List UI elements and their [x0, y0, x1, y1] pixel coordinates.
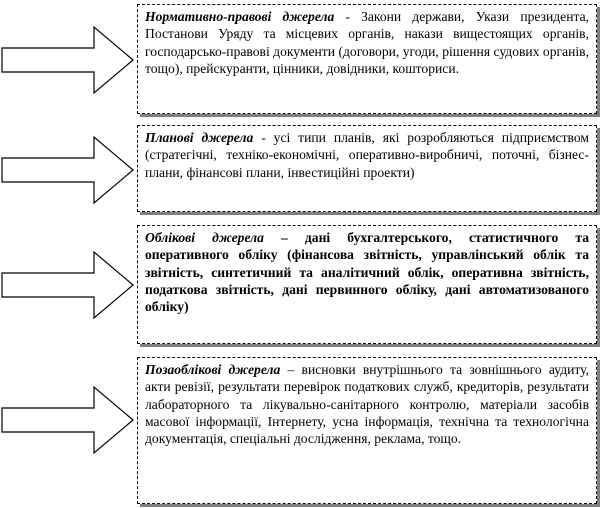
source-box-planning	[137, 125, 597, 212]
source-description: - Закони держави, Укази президента, Постанови Уряду та місцевих органів, накази вищестоящих органів, господарсько-правові документи (договори, угоди, рішення судових органів, тощо), прейскуранти, цінники, довідники, кошториси.	[145, 9, 590, 76]
right-arrow-icon	[0, 385, 137, 455]
source-term: Нормативно-правові джерела	[145, 9, 335, 24]
right-arrow-icon	[0, 250, 137, 320]
source-box-accounting	[137, 225, 597, 344]
source-term: Планові джерела	[145, 130, 254, 145]
right-arrow-icon	[0, 25, 137, 95]
source-term: Позаоблікові джерела	[145, 362, 281, 377]
source-box-normative	[137, 4, 597, 114]
source-term: Облікові джерела	[145, 230, 264, 245]
source-description: – висновки внутрішнього та зовнішнього аудиту, акти ревізії, результати перевірок податкових служб, кредиторів, результати лабораторного та лікувально-санітарного контролю, матеріали засобів масової інформації, Інтернету, усна інформація, технічна та технологічна документація, спеціальні дослідження, реклама, тощо.	[145, 362, 589, 447]
source-description: - усі типи планів, які розробляються підприємством (стратегічні, техніко-економічні, оперативно-виробничі, поточні, бізнес-плани, фінансові плани, інвестиційні проекти)	[145, 130, 589, 180]
right-arrow-icon	[0, 135, 137, 205]
source-box-non-accounting	[137, 357, 597, 504]
source-description: – дані бухгалтерського, статистичного та оперативного обліку (фінансова звітність, управлінський облік та звітність, синтетичний та аналітичний облік, оперативна звітність, податкова звітність, дані первинного обліку, дані автоматизованого обліку)	[145, 230, 589, 315]
